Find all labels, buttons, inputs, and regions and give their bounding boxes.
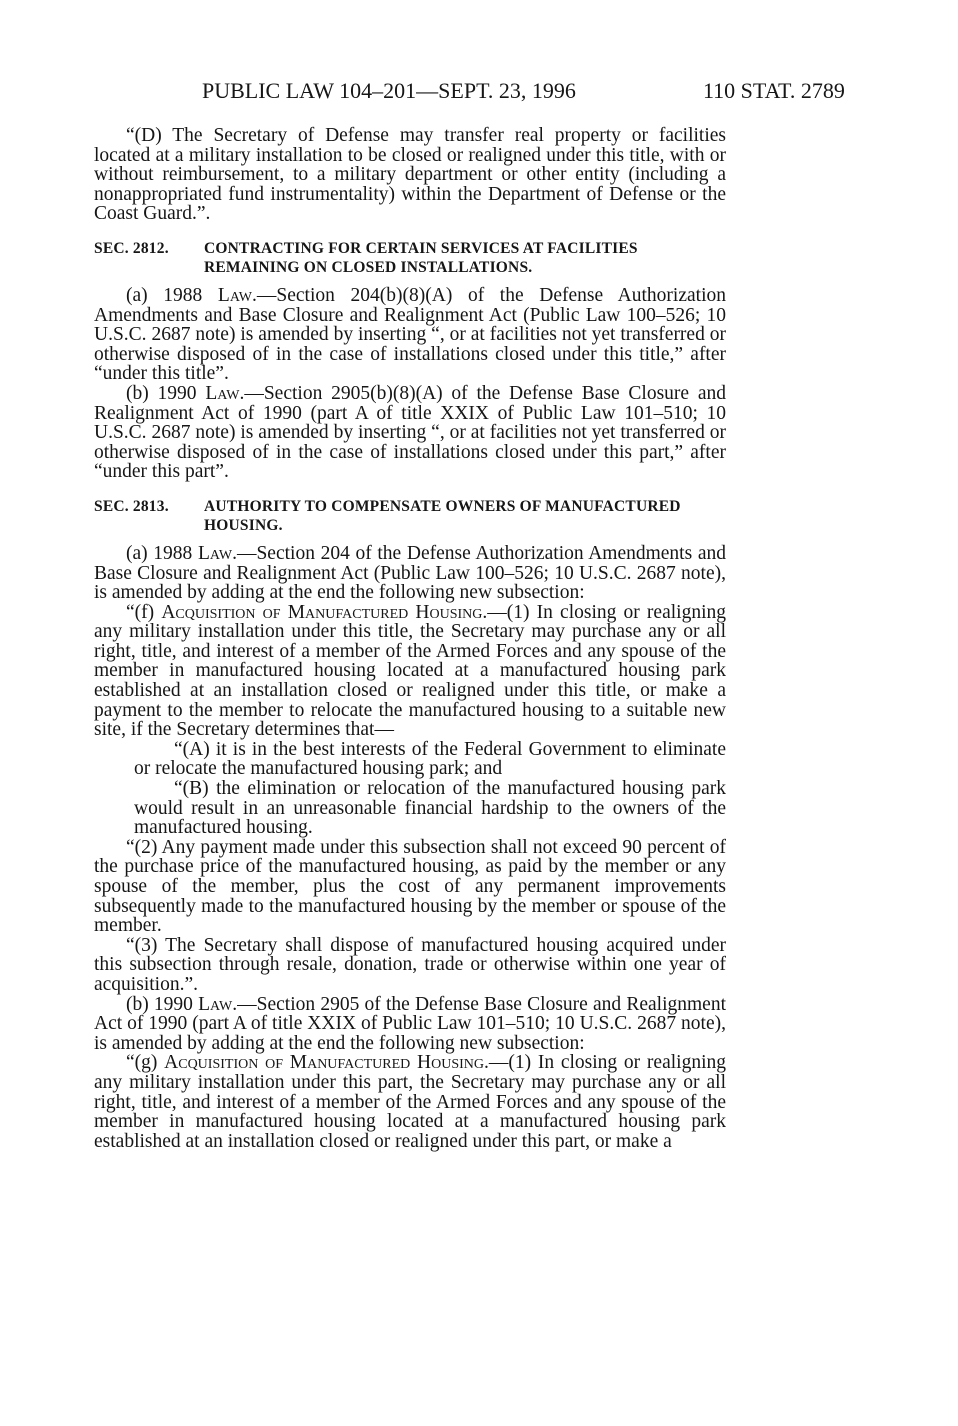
page-header (0, 78, 958, 110)
law-smallcaps: Law (217, 284, 253, 306)
subsection-heading: Acquisition of Manufactured Housing (164, 1052, 484, 1074)
document-body (94, 126, 726, 1151)
section-title: AUTHORITY TO COMPENSATE OWNERS OF MANUFACTURED HOUSING. (204, 497, 681, 534)
law-smallcaps: Law (197, 542, 233, 564)
section-heading-2813 (94, 497, 726, 535)
subsection-prefix: “(g) (126, 1052, 158, 1074)
sec2813-f-paragraph-3: “(3) The Secretary shall dispose of manufactured housing acquired under this subsection through resale, donation, trade or otherwise within one year of acquisition.”. (94, 934, 726, 995)
subsection-prefix: “(f) (126, 601, 155, 623)
subsection-heading: Acquisition of Manufactured Housing (161, 601, 483, 623)
sec2813-subsection-b (94, 995, 726, 1054)
law-smallcaps: Law (198, 993, 233, 1015)
stat-page-number: 110 STAT. 2789 (703, 78, 845, 103)
section-heading-2812 (94, 239, 726, 277)
sec2813-f-clause-b: “(B) the elimination or relocation of the manufactured housing park would result in an unreasonable financial hardship to the owners of the manufactured housing. (134, 778, 726, 839)
subsection-text: .—Section 2905(b)(8)(A) of the Defense Base Closure and Realignment Act of 1990 (part A of title XXIX of Public Law 101–510; 10 U.S.C. 2687 note) is amended by inserting “, or at facilities not yet transferred or otherwise disposed of in the case of installations closed under this part,” after “under this part”. (94, 382, 727, 483)
sec2813-subsection-f (94, 603, 726, 740)
sec2813-f-paragraph-2: “(2) Any payment made under this subsection shall not exceed 90 percent of the purchase price of the manufactured housing, as paid by the member or any spouse of the member, plus the cost of any permanent improvements subsequently made to the manufactured housing by the member or spouse of the member. (94, 836, 726, 937)
subsection-label: (a) 1988 (126, 284, 203, 306)
subsection-label: (b) 1990 (126, 993, 193, 1015)
subsection-text: .—(1) In closing or realigning any military installation under this title, the Secretary may purchase any or all right, title, and interest of a member of the Armed Forces and any spouse of the member in manufactured housing located at a manufactured housing park established at an installation closed or realigned under this title, or make a payment to the member to relocate the manufactured housing to a suitable new site, if the Secretary determines that— (94, 601, 726, 741)
sec2812-subsection-b (94, 384, 726, 482)
subsection-text: .—Section 2905 of the Defense Base Closure and Realignment Act of 1990 (part A of title XXIX of Public Law 101–510; 10 U.S.C. 2687 note), is amended by adding at the end the following new subsection: (94, 993, 726, 1054)
section-number: SEC. 2812. (94, 239, 169, 257)
subsection-text: .—Section 204(b)(8)(A) of the Defense Authorization Amendments and Base Closure and Realignment Act (Public Law 100–526; 10 U.S.C. 2687 note) is amended by inserting “, or at facilities not yet transferred or otherwise disposed of in the case of installations closed under this title,” after “under this title”. (94, 284, 726, 385)
sec2812-subsection-a (94, 286, 726, 384)
subsection-text: .—Section 204 of the Defense Authorization Amendments and Base Closure and Realignment Act (Public Law 100–526; 10 U.S.C. 2687 note), is amended by adding at the end the following new subsection: (94, 542, 726, 604)
law-smallcaps: Law (205, 382, 240, 404)
paragraph-d: “(D) The Secretary of Defense may transfer real property or facilities located at a military installation to be closed or realigned under this title, with or without reimbursement, to a military department or other entity (including a nonappropriated fund instrumentality) within the Department of Defense or the Coast Guard.”. (94, 125, 726, 225)
sec2813-f-clause-a: “(A) it is in the best interests of the Federal Government to eliminate or relocate the manufactured housing park; and (134, 738, 726, 780)
running-head: PUBLIC LAW 104–201—SEPT. 23, 1996 (202, 78, 576, 103)
subsection-label: (b) 1990 (126, 382, 197, 404)
sec2813-subsection-g (94, 1053, 726, 1151)
subsection-text: .—(1) In closing or realigning any military installation under this part, the Secretary may purchase any or all right, title, and interest of a member of the Armed Forces and any spouse of the member in manufactured housing located at a manufactured housing park established at an installation closed or realigned under this part, or make a (94, 1052, 726, 1152)
section-number: SEC. 2813. (94, 497, 169, 515)
section-title: CONTRACTING FOR CERTAIN SERVICES AT FACILITIES REMAINING ON CLOSED INSTALLATIONS. (204, 239, 638, 276)
sec2813-subsection-a (94, 544, 726, 603)
subsection-label: (a) 1988 (126, 542, 193, 564)
